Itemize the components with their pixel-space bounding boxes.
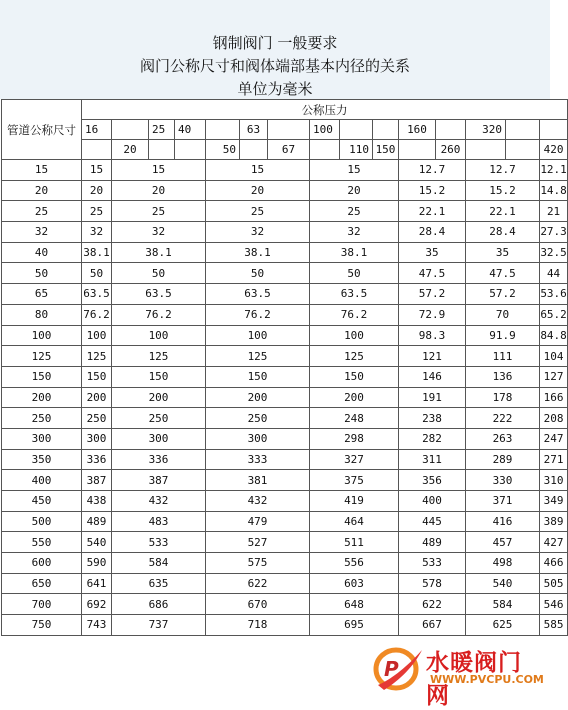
- bore-diameter-cell: 208: [540, 408, 568, 429]
- bore-diameter-cell: 63.5: [112, 284, 206, 305]
- bore-diameter-cell: 641: [82, 573, 112, 594]
- bore-diameter-cell: 63.5: [206, 284, 310, 305]
- pressure-label: 25: [149, 120, 175, 140]
- bore-diameter-cell: 25: [112, 201, 206, 222]
- bore-diameter-cell: 622: [206, 573, 310, 594]
- nominal-size-cell: 600: [2, 553, 82, 574]
- bore-diameter-cell: 584: [112, 553, 206, 574]
- bore-diameter-cell: 20: [310, 180, 399, 201]
- nominal-size-cell: 650: [2, 573, 82, 594]
- nominal-size-cell: 20: [2, 180, 82, 201]
- table-row: [2, 325, 568, 346]
- table-row: [2, 284, 568, 305]
- bore-diameter-cell: 28.4: [466, 222, 540, 243]
- pressure-label: 260: [436, 140, 466, 160]
- bore-diameter-cell: 63.5: [82, 284, 112, 305]
- bore-diameter-cell: 400: [399, 491, 466, 512]
- document-header: [0, 0, 550, 99]
- bore-diameter-cell: 200: [206, 387, 310, 408]
- table-row: [2, 222, 568, 243]
- empty-cell: [82, 140, 112, 160]
- bore-diameter-cell: 76.2: [112, 304, 206, 325]
- bore-diameter-cell: 432: [206, 491, 310, 512]
- bore-diameter-cell: 91.9: [466, 325, 540, 346]
- bore-diameter-cell: 136: [466, 366, 540, 387]
- watermark-brand: 水暖阀门网: [426, 650, 522, 709]
- empty-cell: [506, 120, 540, 140]
- bore-diameter-cell: 356: [399, 470, 466, 491]
- bore-diameter-cell: 44: [540, 263, 568, 284]
- bore-diameter-cell: 575: [206, 553, 310, 574]
- bore-diameter-cell: 35: [399, 242, 466, 263]
- bore-diameter-cell: 127: [540, 366, 568, 387]
- bore-diameter-cell: 479: [206, 511, 310, 532]
- bore-diameter-cell: 743: [82, 615, 112, 636]
- bore-diameter-cell: 489: [82, 511, 112, 532]
- table-row: [2, 180, 568, 201]
- pressure-label: 100: [310, 120, 340, 140]
- bore-diameter-cell: 76.2: [82, 304, 112, 325]
- nominal-size-cell: 400: [2, 470, 82, 491]
- bore-diameter-cell: 527: [206, 532, 310, 553]
- bore-diameter-cell: 387: [112, 470, 206, 491]
- bore-diameter-cell: 65.2: [540, 304, 568, 325]
- nominal-size-cell: 15: [2, 160, 82, 181]
- bore-diameter-cell: 35: [466, 242, 540, 263]
- table-row: [2, 304, 568, 325]
- pressure-label: 67: [268, 140, 310, 160]
- table-row: [2, 160, 568, 181]
- bore-diameter-cell: 121: [399, 346, 466, 367]
- bore-diameter-cell: 511: [310, 532, 399, 553]
- empty-cell: [436, 120, 466, 140]
- bore-diameter-cell: 300: [82, 428, 112, 449]
- bore-diameter-cell: 150: [82, 366, 112, 387]
- bore-diameter-cell: 20: [206, 180, 310, 201]
- empty-cell: [466, 140, 506, 160]
- bore-diameter-cell: 250: [112, 408, 206, 429]
- bore-diameter-cell: 248: [310, 408, 399, 429]
- bore-diameter-cell: 200: [112, 387, 206, 408]
- bore-diameter-cell: 146: [399, 366, 466, 387]
- pv-logo-icon: [370, 640, 428, 695]
- bore-diameter-cell: 100: [310, 325, 399, 346]
- bore-diameter-cell: 12.7: [399, 160, 466, 181]
- pressure-label: 50: [206, 140, 240, 160]
- bore-diameter-cell: 150: [112, 366, 206, 387]
- table-row: [2, 346, 568, 367]
- bore-diameter-cell: 300: [206, 428, 310, 449]
- bore-diameter-cell: 263: [466, 428, 540, 449]
- bore-diameter-cell: 25: [310, 201, 399, 222]
- bore-diameter-cell: 32: [112, 222, 206, 243]
- bore-diameter-cell: 247: [540, 428, 568, 449]
- bore-diameter-cell: 15: [82, 160, 112, 181]
- bore-diameter-cell: 250: [206, 408, 310, 429]
- bore-diameter-cell: 375: [310, 470, 399, 491]
- nominal-size-cell: 125: [2, 346, 82, 367]
- bore-diameter-cell: 15: [310, 160, 399, 181]
- bore-diameter-cell: 584: [466, 594, 540, 615]
- table-row: [2, 428, 568, 449]
- bore-diameter-cell: 12.1: [540, 160, 568, 181]
- empty-cell: [540, 120, 568, 140]
- bore-diameter-cell: 238: [399, 408, 466, 429]
- empty-cell: [149, 140, 175, 160]
- bore-diameter-cell: 22.1: [399, 201, 466, 222]
- bore-diameter-cell: 483: [112, 511, 206, 532]
- nominal-size-cell: 700: [2, 594, 82, 615]
- bore-diameter-cell: 489: [399, 532, 466, 553]
- bore-diameter-cell: 76.2: [310, 304, 399, 325]
- pressure-label: 40: [175, 120, 206, 140]
- bore-diameter-cell: 438: [82, 491, 112, 512]
- bore-diameter-cell: 670: [206, 594, 310, 615]
- bore-diameter-cell: 22.1: [466, 201, 540, 222]
- bore-diameter-cell: 466: [540, 553, 568, 574]
- bore-diameter-cell: 32.5: [540, 242, 568, 263]
- nominal-size-cell: 250: [2, 408, 82, 429]
- bore-diameter-cell: 100: [112, 325, 206, 346]
- unit-note: 单位为毫米: [237, 80, 313, 98]
- bore-diameter-cell: 53.6: [540, 284, 568, 305]
- empty-cell: [175, 140, 206, 160]
- bore-diameter-cell: 25: [82, 201, 112, 222]
- pressure-label: 63: [240, 120, 268, 140]
- bore-diameter-cell: 38.1: [206, 242, 310, 263]
- bore-diameter-cell: 556: [310, 553, 399, 574]
- empty-cell: [399, 140, 436, 160]
- empty-cell: [206, 120, 240, 140]
- bore-diameter-cell: 635: [112, 573, 206, 594]
- nominal-size-header: 管道公称尺寸: [2, 100, 82, 160]
- bore-diameter-cell: 57.2: [466, 284, 540, 305]
- bore-diameter-cell: 15.2: [399, 180, 466, 201]
- empty-cell: [310, 140, 340, 160]
- empty-cell: [373, 120, 399, 140]
- bore-diameter-cell: 692: [82, 594, 112, 615]
- bore-diameter-cell: 540: [466, 573, 540, 594]
- bore-diameter-cell: 178: [466, 387, 540, 408]
- bore-diameter-cell: 427: [540, 532, 568, 553]
- bore-diameter-cell: 622: [399, 594, 466, 615]
- nominal-size-cell: 750: [2, 615, 82, 636]
- nominal-size-cell: 450: [2, 491, 82, 512]
- pressure-label: 20: [112, 140, 149, 160]
- bore-diameter-cell: 20: [112, 180, 206, 201]
- nominal-size-cell: 150: [2, 366, 82, 387]
- bore-diameter-cell: 50: [206, 263, 310, 284]
- bore-diameter-cell: 25: [206, 201, 310, 222]
- table-row: [2, 408, 568, 429]
- bore-diameter-cell: 389: [540, 511, 568, 532]
- table-row: [2, 449, 568, 470]
- bore-diameter-cell: 125: [112, 346, 206, 367]
- bore-diameter-cell: 590: [82, 553, 112, 574]
- bore-diameter-cell: 445: [399, 511, 466, 532]
- bore-diameter-cell: 330: [466, 470, 540, 491]
- nominal-size-cell: 25: [2, 201, 82, 222]
- pressure-label: 160: [399, 120, 436, 140]
- bore-diameter-cell: 50: [82, 263, 112, 284]
- bore-diameter-cell: 63.5: [310, 284, 399, 305]
- bore-diameter-cell: 50: [112, 263, 206, 284]
- bore-diameter-cell: 200: [310, 387, 399, 408]
- bore-diameter-cell: 70: [466, 304, 540, 325]
- nominal-size-cell: 50: [2, 263, 82, 284]
- bore-diameter-cell: 98.3: [399, 325, 466, 346]
- bore-diameter-cell: 311: [399, 449, 466, 470]
- table-caption: 阀门公称尺寸和阀体端部基本内径的关系: [139, 57, 410, 75]
- bore-diameter-cell: 28.4: [399, 222, 466, 243]
- table-row: [2, 366, 568, 387]
- empty-cell: [240, 140, 268, 160]
- nominal-size-cell: 300: [2, 428, 82, 449]
- bore-diameter-cell: 310: [540, 470, 568, 491]
- bore-diameter-cell: 166: [540, 387, 568, 408]
- bore-diameter-cell: 150: [206, 366, 310, 387]
- bore-diameter-cell: 15: [206, 160, 310, 181]
- pressure-label: 16: [82, 120, 112, 140]
- bore-diameter-cell: 27.3: [540, 222, 568, 243]
- bore-diameter-cell: 737: [112, 615, 206, 636]
- bore-diameter-cell: 21: [540, 201, 568, 222]
- bore-diameter-cell: 47.5: [466, 263, 540, 284]
- table-row: [2, 594, 568, 615]
- table-row: [2, 201, 568, 222]
- watermark-url: WWW.PVCPU.COM: [430, 673, 544, 686]
- bore-diameter-cell: 505: [540, 573, 568, 594]
- bore-diameter-cell: 387: [82, 470, 112, 491]
- table-row: [2, 553, 568, 574]
- bore-diameter-cell: 125: [206, 346, 310, 367]
- table-row: [2, 242, 568, 263]
- bore-diameter-cell: 432: [112, 491, 206, 512]
- svg-text:P: P: [384, 657, 399, 681]
- bore-diameter-cell: 38.1: [310, 242, 399, 263]
- table-row: [2, 387, 568, 408]
- bore-diameter-cell: 76.2: [206, 304, 310, 325]
- nominal-pressure-header: 公称压力: [82, 100, 568, 120]
- pressure-label: 110: [340, 140, 373, 160]
- bore-diameter-cell: 111: [466, 346, 540, 367]
- bore-diameter-cell: 336: [82, 449, 112, 470]
- bore-diameter-cell: 15.2: [466, 180, 540, 201]
- bore-diameter-cell: 20: [82, 180, 112, 201]
- bore-diameter-cell: 150: [310, 366, 399, 387]
- bore-diameter-cell: 100: [82, 325, 112, 346]
- bore-diameter-cell: 271: [540, 449, 568, 470]
- bore-diameter-cell: 282: [399, 428, 466, 449]
- nominal-size-cell: 32: [2, 222, 82, 243]
- pressure-label: 150: [373, 140, 399, 160]
- empty-cell: [340, 120, 373, 140]
- bore-diameter-cell: 578: [399, 573, 466, 594]
- site-watermark: [370, 640, 545, 709]
- bore-diameter-cell: 419: [310, 491, 399, 512]
- empty-cell: [506, 140, 540, 160]
- bore-diameter-cell: 47.5: [399, 263, 466, 284]
- bore-diameter-cell: 38.1: [82, 242, 112, 263]
- nominal-size-cell: 100: [2, 325, 82, 346]
- bore-diameter-cell: 464: [310, 511, 399, 532]
- bore-diameter-cell: 625: [466, 615, 540, 636]
- nominal-size-cell: 200: [2, 387, 82, 408]
- table-row: [2, 573, 568, 594]
- pressure-label: 420: [540, 140, 568, 160]
- dimension-table: [1, 99, 567, 632]
- bore-diameter-cell: 648: [310, 594, 399, 615]
- bore-diameter-cell: 57.2: [399, 284, 466, 305]
- bore-diameter-cell: 289: [466, 449, 540, 470]
- bore-diameter-cell: 250: [82, 408, 112, 429]
- table-row: [2, 491, 568, 512]
- table-row: [2, 615, 568, 636]
- bore-diameter-cell: 416: [466, 511, 540, 532]
- nominal-size-cell: 65: [2, 284, 82, 305]
- bore-diameter-cell: 533: [112, 532, 206, 553]
- bore-diameter-cell: 336: [112, 449, 206, 470]
- table-row: [2, 263, 568, 284]
- bore-diameter-cell: 533: [399, 553, 466, 574]
- bore-diameter-cell: 349: [540, 491, 568, 512]
- bore-diameter-cell: 222: [466, 408, 540, 429]
- bore-diameter-cell: 371: [466, 491, 540, 512]
- table-row: [2, 470, 568, 491]
- bore-diameter-cell: 191: [399, 387, 466, 408]
- bore-diameter-cell: 125: [82, 346, 112, 367]
- bore-diameter-cell: 381: [206, 470, 310, 491]
- bore-diameter-cell: 498: [466, 553, 540, 574]
- nominal-size-cell: 80: [2, 304, 82, 325]
- bore-diameter-cell: 32: [310, 222, 399, 243]
- pressure-label: 320: [466, 120, 506, 140]
- bore-diameter-cell: 603: [310, 573, 399, 594]
- bore-diameter-cell: 457: [466, 532, 540, 553]
- table-row: [2, 532, 568, 553]
- table-row: [2, 511, 568, 532]
- bore-diameter-cell: 298: [310, 428, 399, 449]
- bore-diameter-cell: 327: [310, 449, 399, 470]
- bore-diameter-cell: 84.8: [540, 325, 568, 346]
- bore-diameter-cell: 667: [399, 615, 466, 636]
- bore-diameter-cell: 695: [310, 615, 399, 636]
- bore-diameter-cell: 546: [540, 594, 568, 615]
- table-body: [2, 160, 568, 636]
- bore-diameter-cell: 15: [112, 160, 206, 181]
- nominal-size-cell: 500: [2, 511, 82, 532]
- bore-diameter-cell: 72.9: [399, 304, 466, 325]
- bore-diameter-cell: 718: [206, 615, 310, 636]
- bore-diameter-cell: 333: [206, 449, 310, 470]
- bore-diameter-cell: 32: [206, 222, 310, 243]
- empty-cell: [268, 120, 310, 140]
- nominal-size-cell: 40: [2, 242, 82, 263]
- bore-diameter-cell: 300: [112, 428, 206, 449]
- nominal-size-cell: 550: [2, 532, 82, 553]
- bore-diameter-cell: 12.7: [466, 160, 540, 181]
- bore-diameter-cell: 100: [206, 325, 310, 346]
- bore-diameter-cell: 125: [310, 346, 399, 367]
- bore-diameter-cell: 686: [112, 594, 206, 615]
- bore-diameter-cell: 14.8: [540, 180, 568, 201]
- bore-diameter-cell: 50: [310, 263, 399, 284]
- bore-diameter-cell: 104: [540, 346, 568, 367]
- bore-diameter-cell: 200: [82, 387, 112, 408]
- bore-diameter-cell: 32: [82, 222, 112, 243]
- bore-diameter-cell: 585: [540, 615, 568, 636]
- bore-diameter-cell: 38.1: [112, 242, 206, 263]
- empty-cell: [112, 120, 149, 140]
- bore-diameter-cell: 540: [82, 532, 112, 553]
- document-title: 钢制阀门 一般要求: [212, 34, 338, 52]
- nominal-size-cell: 350: [2, 449, 82, 470]
